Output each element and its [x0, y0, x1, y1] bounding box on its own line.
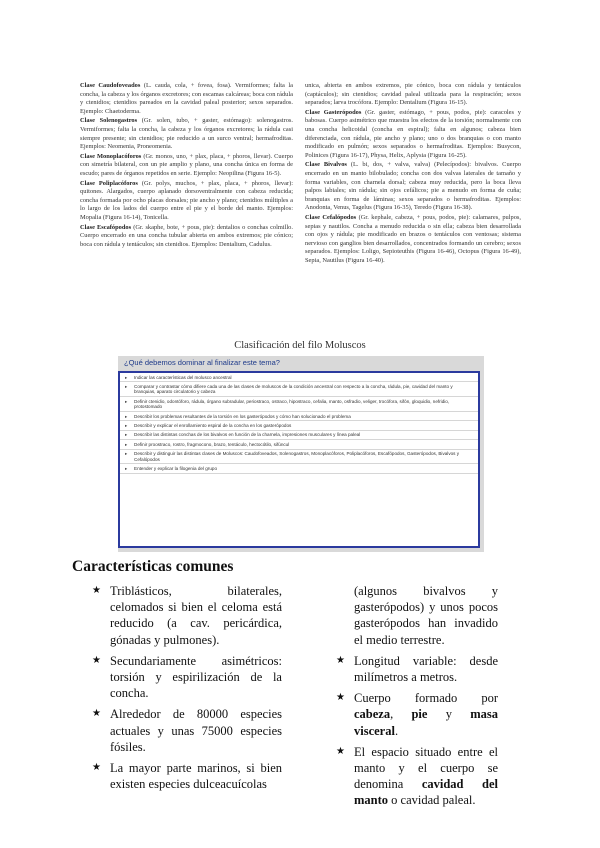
- objective-item: ▸ Definir proostraco, rostro, fragmocono, brazo, tentáculo, hectocótilo, sifúncul: [120, 440, 478, 449]
- objectives-question: ¿Qué debemos dominar al finalizar este tema?: [124, 358, 280, 367]
- objective-item: ▸ Describir las distintas conchas de los bivalvos en función de la charnela, impresiones musculares y línea paleal: [120, 431, 478, 440]
- star-bullet-icon: ★: [336, 745, 345, 757]
- class-description: (Gr. solen, tubo, + gaster, estómago): solenogastros. Vermiformes; falta la concha, la cabeza y los órganos excretores; la rádula casi siempre presente; sin ctenidios; pie reducido a un surco ventral; hermafroditas. Ejemplos: Neomenia, Proneomenia.: [80, 117, 293, 151]
- bullet-text: Triblásticos, bilaterales, celomados si bien el celoma está reducido (a cav. pericárdica, gónadas y pulmones).: [110, 584, 282, 647]
- star-bullet-icon: ★: [92, 708, 101, 720]
- class-term: Clase Caudofoveados: [80, 82, 141, 89]
- bullet-item: [92, 583, 282, 648]
- star-bullet-icon: ★: [92, 585, 101, 596]
- class-term: Clase Bivalvos: [305, 161, 347, 169]
- class-description: (Gr. monos, uno, + plax, placa, + phoros, llevar). Cuerpo con simetría bilateral, con un pie amplio y plano, una concha única en forma de escudo; pares de órganos repetidos en serie. Ejemplo: Neopilina (Figura 16-5).: [80, 152, 293, 177]
- figure-caption: Clasificación del filo Moluscos: [234, 340, 366, 351]
- class-description: (Gr. kephale, cabeza, + pous, podos, pie): calamares, pulpos, sepias y nautilos. Concha a menudo reducida o sin ella; cabeza bien desarrollada con ojos y rádula; pie modificado en brazos o tentáculos con ventosas; sistema nervioso con ganglios bien desarrollados, concentrados formando un cerebro; sexos separados. Ejemplos: Loligo, Sepioteuthis (Figura 16-46), Octopus (Figura 16-49), Sepia, Nautilus (Figura 16-40).: [305, 213, 521, 264]
- classification-paragraph: [305, 161, 521, 213]
- bullet-continuation: (algunos bivalvos y gasterópodos) y unos pocos gasterópodos han invadido el medio terrestre.: [354, 584, 498, 647]
- star-bullet-icon: ★: [92, 762, 101, 774]
- classification-column-left: [80, 82, 293, 340]
- star-bullet-icon: ★: [92, 654, 101, 666]
- classification-paragraph: [305, 214, 521, 266]
- objectives-list: [120, 373, 478, 474]
- class-term: Clase Gasterópodos: [305, 108, 362, 116]
- bullet-text: El espacio situado entre el manto y el cuerpo se denomina cavidad del manto o cavidad paleal.: [354, 744, 498, 808]
- classification-paragraph: [305, 82, 521, 108]
- bullet-item: [336, 690, 498, 739]
- class-description: unica, abierta en ambos extremos, pie cónico, boca con rádula y tentáculos (captáculos); sin ctenidios; cavidad paleal utilizada para la respiración; sexos separados; larva trocófora. Ejemplo: Dentalium (Figura 16-15).: [305, 82, 521, 107]
- bullet-text: Longitud variable: desde milímetros a metros.: [354, 653, 498, 685]
- class-term: Clase Monoplacóforos: [80, 152, 142, 160]
- class-description: (Gr. gaster, estómago, + pous, podos, pie): caracoles y babosas. Cuerpo asimétrico que muestra los efectos de la torsión; normalmente con una concha helicoidal (concha en espiral); falta en algunos; cabeza bien diferenciada, con rádula, pie ancho y plano; uno o dos branquias o con manto modificado en pulmón; sexos separados o hermafroditas. Ejemplos: Busycon, Polinices (Figura 16-17), Physa, Helix, Aplysia (Figura 16-25).: [305, 108, 521, 159]
- characteristics-column-right: [336, 583, 498, 814]
- star-bullet-icon: ★: [336, 692, 345, 704]
- star-bullet-icon: ★: [336, 654, 345, 666]
- class-term: Clase Solenogastros: [80, 117, 138, 125]
- class-description: (L. cauda, cola, + fovea, fosa). Vermiformes; falta la concha, la cabeza y los órganos excretores; con escamas calcáreas; boca con rádula y ctenidios; ctenidios pareados en la cavidad paleal posterior; sexos separados. Ejemplo: Chaetoderma.: [80, 82, 293, 115]
- bullet-text: Secundariamente asimétricos: torsión y espirilización de la concha.: [110, 653, 282, 701]
- bullet-text: Cuerpo formado por cabeza, pie y masa visceral.: [354, 691, 498, 738]
- objective-item: ▸ Indicar las características del molusco ancestral: [120, 373, 478, 382]
- class-term: Clase Cefalópodos: [305, 213, 357, 221]
- keyword: masa visceral: [354, 707, 498, 738]
- bullet-item: [336, 653, 498, 685]
- bullet-item: [92, 760, 282, 792]
- classification-paragraph: [80, 180, 293, 223]
- classification-paragraph: [80, 153, 293, 179]
- class-description: (Gr. skaphe, bote, + pous, pie): dentalios o conchas colmillo. Cuerpo encerrado en una concha tubular abierta en ambos extremos; pie cónico; boca con rádula y tentáculos; sin ctenidios. Ejemplos: Dentalium, Cadulus.: [80, 223, 293, 248]
- bullet-item: [336, 744, 498, 809]
- class-term: Clase Escafópodos: [80, 223, 132, 231]
- bullet-item: [92, 653, 282, 702]
- characteristics-column-left: [92, 583, 282, 797]
- classification-paragraph: [305, 109, 521, 161]
- objective-item: ▸ Describir los problemas resultantes de la torsión en los gasterópodos y cómo han solucionado el problema: [120, 412, 478, 421]
- objective-item: ▸ Entender y explicar la filogenia del grupo: [120, 464, 478, 473]
- objectives-box: [118, 371, 480, 548]
- classification-column-right: [305, 82, 521, 340]
- objective-item: ▸ Comparar y contrastar cómo difiere cada una de las clases de moluscos de la condición ancestral con respecto a la concha, rádula, pie, cavidad del manto y branquias, aparato circulatorio y cabeza: [120, 382, 478, 397]
- bullet-text: La mayor parte marinos, si bien existen especies dulceacuícolas: [110, 761, 282, 792]
- bullet-text: Alrededor de 80000 especies actuales y unas 75000 especies fósiles.: [110, 707, 282, 754]
- objective-item: ▸ Describir y distinguir las distintas clases de Moluscos: Caudofoveados, Solenogastros, Monoplacóforos, Poliplacóforos, Escafópodos, Gasterópodos, Bivalvos y Cefalópodos: [120, 450, 478, 465]
- classification-paragraph: [80, 82, 293, 116]
- section-title: Características comunes: [72, 558, 234, 575]
- classification-paragraph: [80, 117, 293, 151]
- classification-paragraph: [80, 224, 293, 250]
- class-description: (L. bi, dos, + valva, valva) (Pelecípodos): bivalvos. Cuerpo encerrado en un manto bilobulado; concha con dos valvas laterales de tamaño y forma variables, con charnela dorsal; cabeza muy reducida, pero la boca lleva palpos labiales; sin rádula; sin ojos cefálicos; pie a menudo en forma de cuña; branquias en forma de láminas; sexos separados o hermafroditas. Ejemplos: Anodonta, Venus, Tagelus (Figura 16-35), Teredo (Figura 16-38).: [305, 161, 521, 212]
- objective-item: ▸ Definir ctenidio, odontóforo, rádula, órgano subradular, periostraco, ostraco, hipostraco, cefalia, manto, osfradio, veliger, trocófora, sifón, gloquidio, nefridio, protostomado: [120, 397, 478, 412]
- keyword: cavidad del manto: [354, 777, 498, 808]
- class-description: (Gr. polys, muchos, + plax, placa, + phoros, llevar): quitones. Alargados, cuerpo aplanado dorsoventralmente con cabeza reducida; concha formada por ocho placas dorsales; pie ancho y plano; ctenidios múltiples a lo largo de los lados del cuerpo entre el pie y el borde del manto. Ejemplos: Mopalia (Figura 16-14), Tonicella.: [80, 179, 293, 221]
- class-term: Clase Poliplacóforos: [80, 179, 138, 187]
- keyword: cabeza: [354, 707, 391, 722]
- keyword: pie: [411, 707, 428, 722]
- objective-item: ▸ Describir y explicar el enrollamiento espiral de la concha en los gasterópodos: [120, 421, 478, 430]
- bullet-item: [92, 706, 282, 755]
